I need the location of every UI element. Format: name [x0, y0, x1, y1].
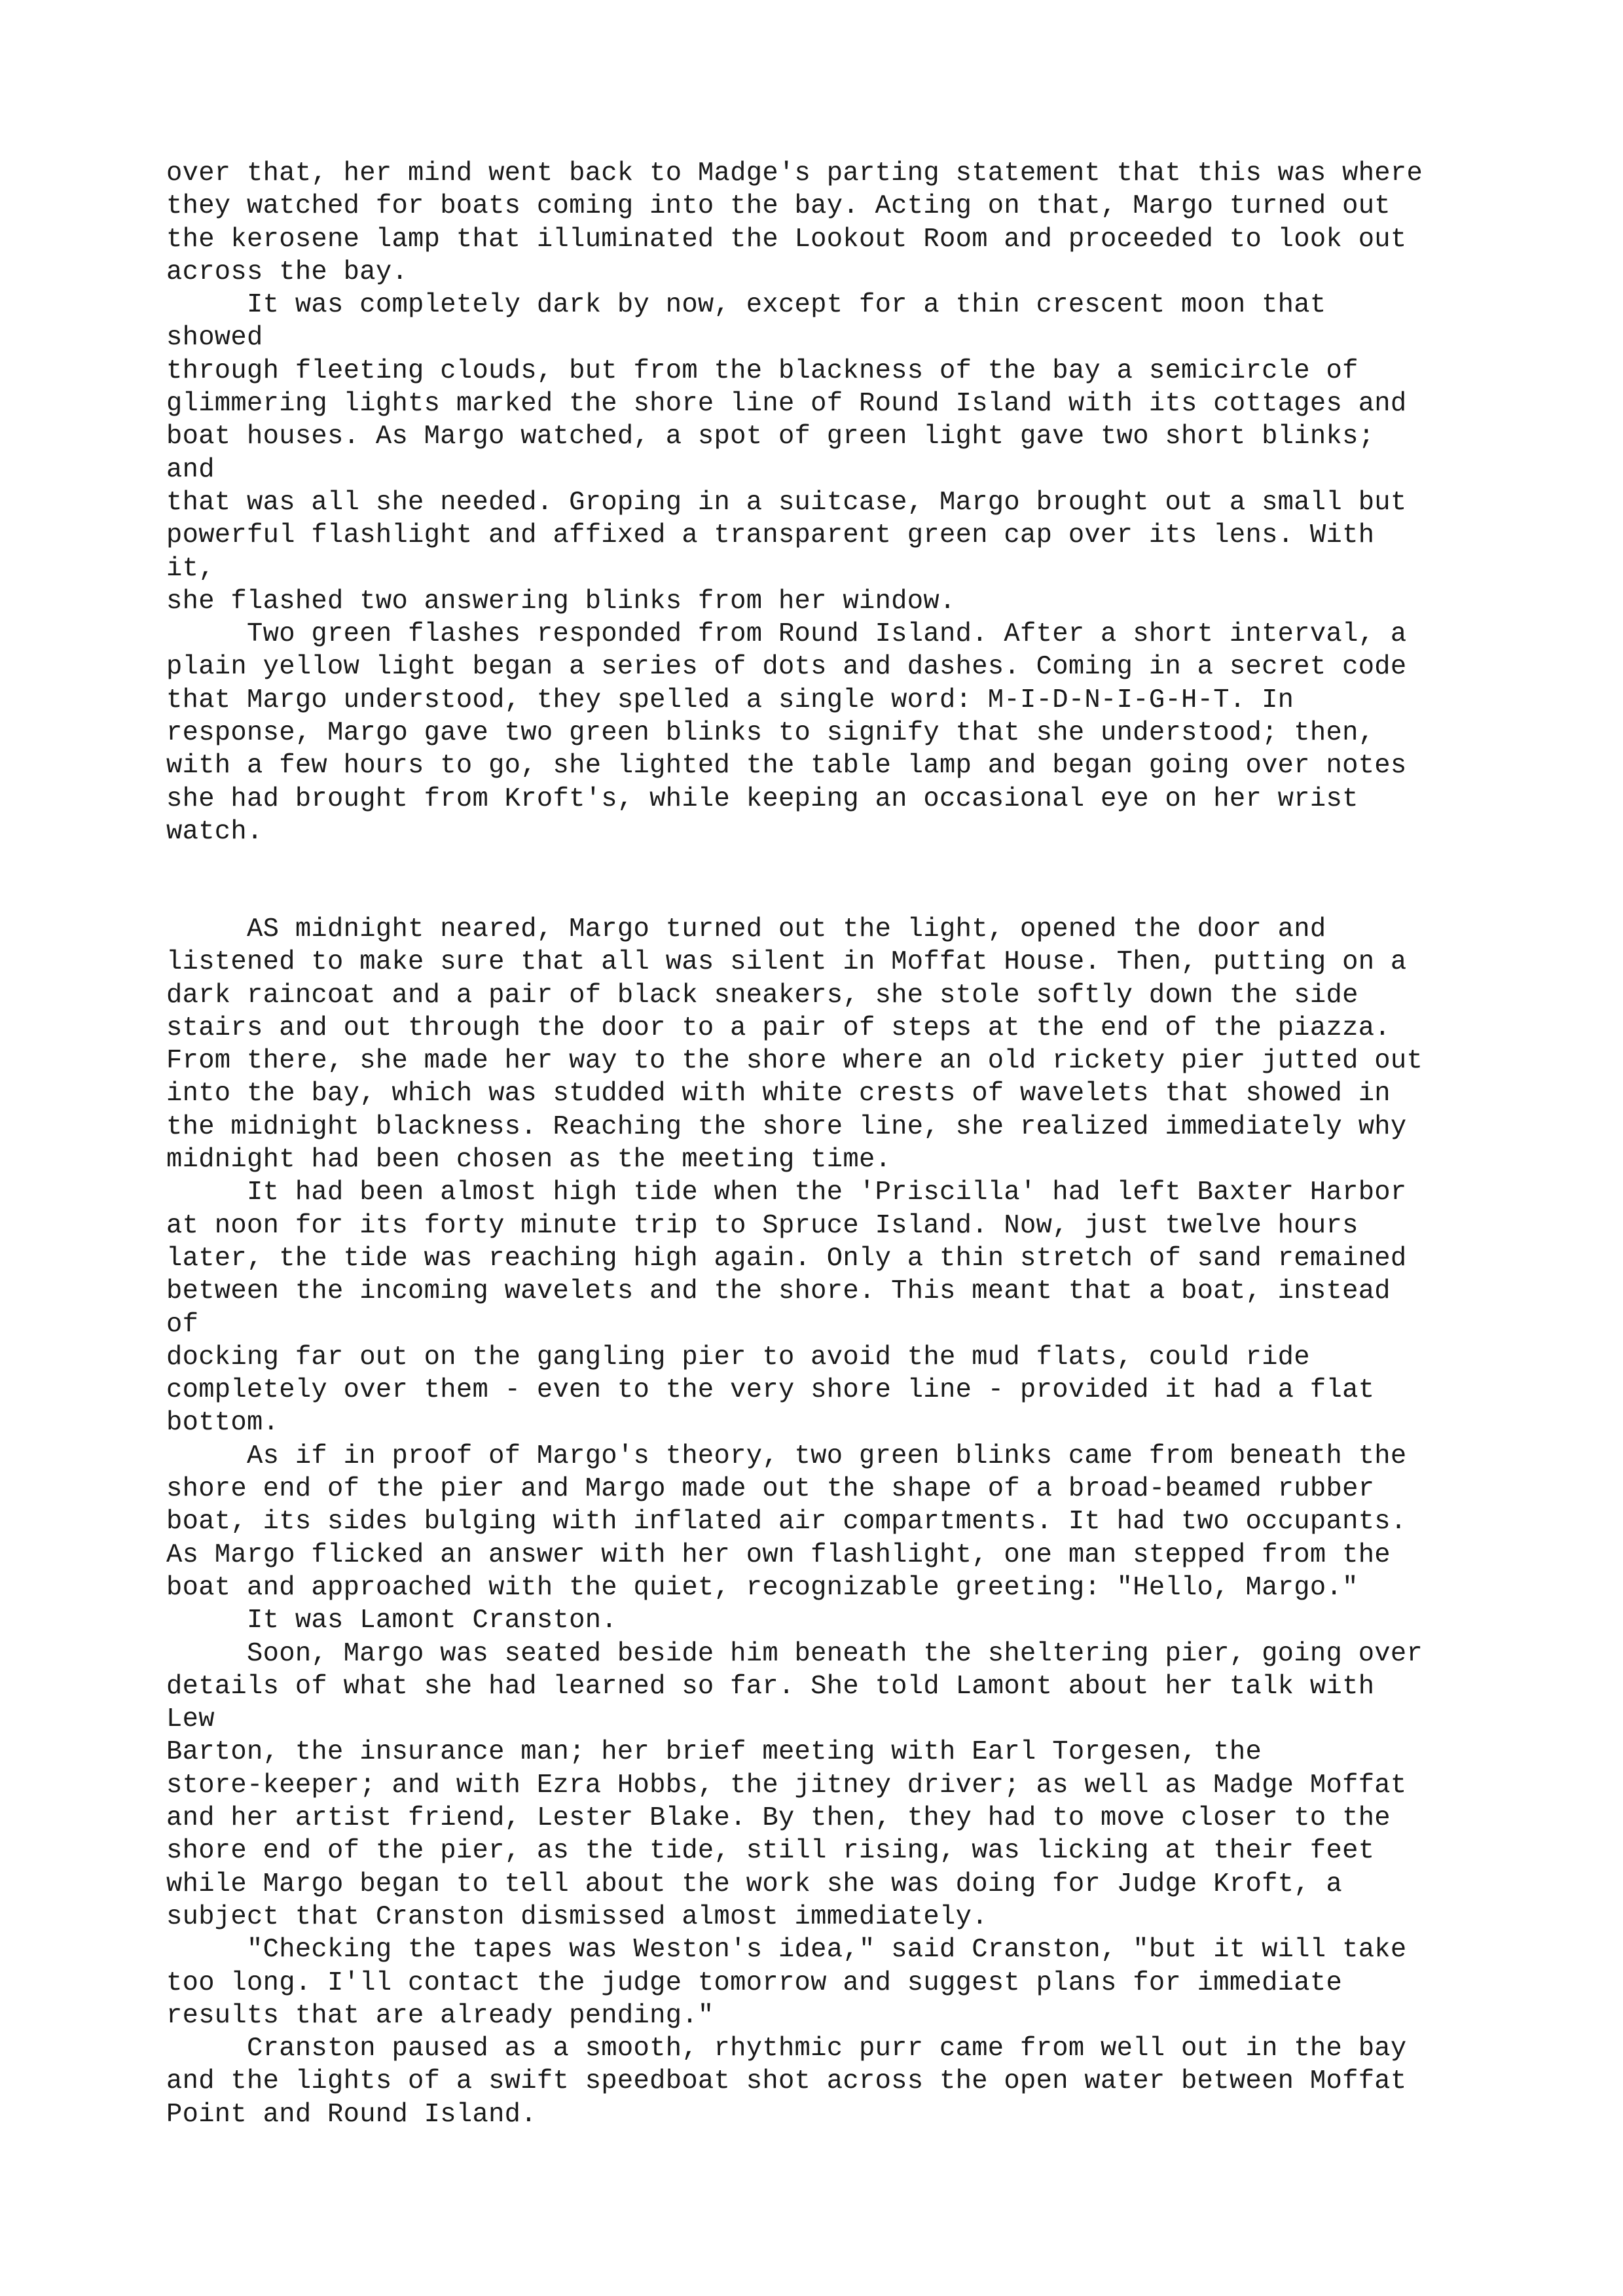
text-line: the kerosene lamp that illuminated the Lookout Room and proceeded to look out [166, 224, 1407, 255]
text-line: Lew [166, 1704, 215, 1735]
text-line: AS midnight neared, Margo turned out the light, opened the door and [166, 914, 1326, 944]
text-line: that was all she needed. Groping in a suitcase, Margo brought out a small but [166, 487, 1407, 518]
text-line: Point and Round Island. [166, 2099, 537, 2130]
text-line: and [166, 454, 215, 485]
text-line: showed [166, 323, 263, 353]
text-line: plain yellow light began a series of dots and dashes. Coming in a secret code [166, 652, 1407, 683]
text-block-2 [166, 913, 1476, 2131]
text-line: boat houses. As Margo watched, a spot of green light gave two short blinks; [166, 422, 1375, 452]
text-line: through fleeting clouds, but from the blackness of the bay a semicircle of [166, 355, 1359, 386]
text-line: and the lights of a swift speedboat shot across the open water between Moffat [166, 2066, 1407, 2097]
text-line: the midnight blackness. Reaching the shore line, she realized immediately why [166, 1111, 1407, 1142]
text-line: while Margo began to tell about the work she was doing for Judge Kroft, a [166, 1869, 1343, 1899]
text-line: she flashed two answering blinks from her window. [166, 586, 956, 617]
text-line: powerful flashlight and affixed a transparent green cap over its lens. With [166, 520, 1375, 551]
text-line: boat, its sides bulging with inflated air compartments. It had two occupants. [166, 1507, 1407, 1537]
text-line: that Margo understood, they spelled a single word: M-I-D-N-I-G-H-T. In [166, 685, 1294, 715]
text-line: shore end of the pier, as the tide, still rising, was licking at their feet [166, 1836, 1375, 1867]
text-line: bottom. [166, 1408, 280, 1439]
text-line: It was completely dark by now, except for a thin crescent moon that [166, 290, 1326, 321]
text-line: details of what she had learned so far. She told Lamont about her talk with [166, 1671, 1375, 1702]
text-line: Two green flashes responded from Round Island. After a short interval, a [166, 619, 1407, 650]
text-line: and her artist friend, Lester Blake. By then, they had to move closer to the [166, 1803, 1391, 1834]
text-line: Cranston paused as a smooth, rhythmic purr came from well out in the bay [166, 2034, 1407, 2064]
text-line: It had been almost high tide when the 'Priscilla' had left Baxter Harbor [166, 1177, 1407, 1208]
text-line: docking far out on the gangling pier to avoid the mud flats, could ride [166, 1342, 1310, 1372]
text-line: completely over them - even to the very shore line - provided it had a flat [166, 1375, 1375, 1406]
text-line: across the bay. [166, 257, 409, 287]
text-line: watch. [166, 816, 263, 847]
text-line: boat and approached with the quiet, recognizable greeting: "Hello, Margo." [166, 1572, 1359, 1603]
text-line: response, Margo gave two green blinks to signify that she understood; then, [166, 718, 1375, 749]
text-line: glimmering lights marked the shore line of Round Island with its cottages and [166, 389, 1407, 420]
text-line: at noon for its forty minute trip to Spruce Island. Now, just twelve hours [166, 1210, 1359, 1241]
text-line: it, [166, 553, 215, 584]
text-line: listened to make sure that all was silent in Moffat House. Then, putting on a [166, 947, 1407, 978]
text-line: between the incoming wavelets and the shore. This meant that a boat, instead [166, 1276, 1391, 1307]
text-line: of [166, 1309, 199, 1340]
text-line: "Checking the tapes was Weston's idea," said Cranston, "but it will take [166, 1935, 1407, 1965]
text-line: As Margo flicked an answer with her own flashlight, one man stepped from the [166, 1539, 1391, 1570]
text-line: too long. I'll contact the judge tomorrow and suggest plans for immediate [166, 1967, 1343, 1998]
text-line: As if in proof of Margo's theory, two green blinks came from beneath the [166, 1441, 1407, 1471]
text-line: From there, she made her way to the shore where an old rickety pier jutted out [166, 1046, 1423, 1077]
text-line: Soon, Margo was seated beside him beneath the sheltering pier, going over [166, 1638, 1423, 1669]
text-line: midnight had been chosen as the meeting time. [166, 1145, 892, 1175]
text-line: later, the tide was reaching high again. Only a thin stretch of sand remained [166, 1243, 1407, 1274]
text-line: over that, her mind went back to Madge's parting statement that this was where [166, 158, 1423, 188]
text-line: she had brought from Kroft's, while keeping an occasional eye on her wrist [166, 783, 1359, 814]
text-block-1 [166, 157, 1476, 848]
text-line: into the bay, which was studded with white crests of wavelets that showed in [166, 1079, 1391, 1109]
text-line: results that are already pending." [166, 2000, 714, 2031]
text-line: shore end of the pier and Margo made out the shape of a broad-beamed rubber [166, 1474, 1375, 1505]
text-line: store-keeper; and with Ezra Hobbs, the jitney driver; as well as Madge Moffat [166, 1770, 1407, 1801]
text-line: with a few hours to go, she lighted the table lamp and began going over notes [166, 751, 1407, 781]
text-line: Barton, the insurance man; her brief meeting with Earl Torgesen, the [166, 1737, 1262, 1768]
text-line: It was Lamont Cranston. [166, 1605, 617, 1636]
text-line: they watched for boats coming into the bay. Acting on that, Margo turned out [166, 191, 1391, 222]
text-line: subject that Cranston dismissed almost immediately. [166, 1901, 988, 1932]
text-line: stairs and out through the door to a pair of steps at the end of the piazza. [166, 1013, 1391, 1043]
text-line: dark raincoat and a pair of black sneakers, she stole softly down the side [166, 980, 1359, 1011]
